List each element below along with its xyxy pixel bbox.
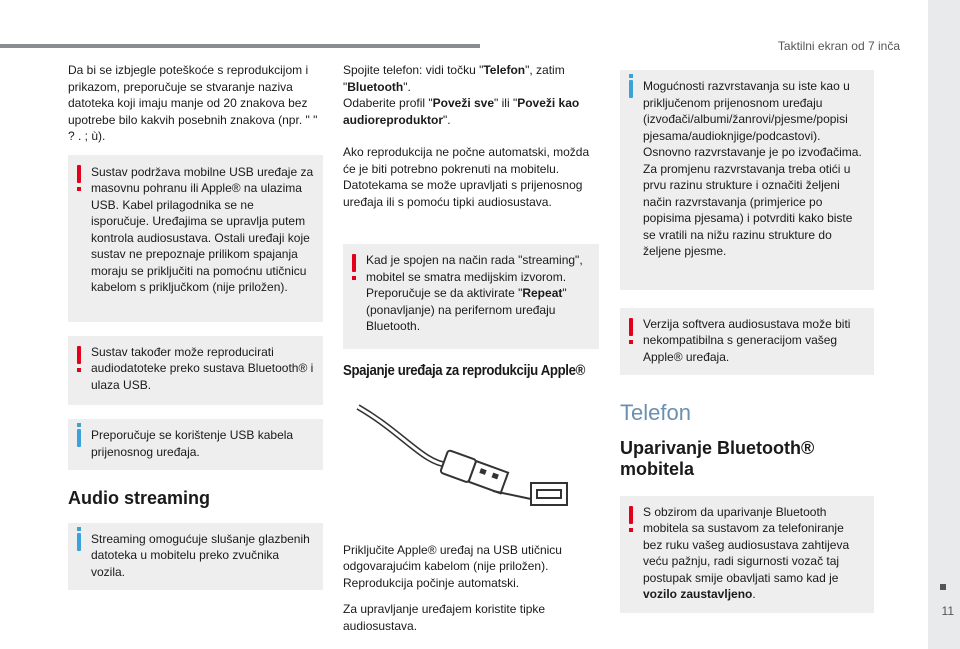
text-run: . <box>752 587 756 601</box>
header-rule <box>0 44 480 48</box>
text-run: ". <box>443 112 451 127</box>
warning-box-software <box>620 308 874 376</box>
warning-icon <box>77 165 81 183</box>
warning-icon <box>629 506 633 524</box>
section-heading-pairing: Uparivanje Bluetooth® mobitela <box>620 437 815 479</box>
control-paragraph: Za upravljanje uređajem koristite tipke audiosustava. <box>343 602 546 633</box>
info-text: Preporučuje se korištenje USB kabela prijenosnog uređaja. <box>91 428 294 459</box>
info-text: Streaming omogućuje slušanje glazbenih datoteka u mobitelu preko zvučnika vozila. <box>91 531 310 579</box>
column-3 <box>620 70 874 627</box>
side-strip <box>928 0 960 649</box>
bold-run: Poveži sve <box>432 96 495 110</box>
warning-box-pairing <box>620 496 874 613</box>
warning-text: Verzija softvera audiosustava može biti nekompatibilna s generacijom vašeg Apple® uređaja. <box>643 316 851 364</box>
text-run: " (ponavljanje) na perifernom uređaju Bluetooth. <box>366 286 567 333</box>
section-heading-apple: Spajanje uređaja za reprodukciju Apple® <box>343 361 585 379</box>
text-run: S obzirom da uparivanje Bluetooth mobitela sa sustavom za telefoniranje bez ruku vašeg audiosustava zahtijeva veću pažnju, radi sigurnosti vozač taj postupak smije obavljati samo kad je <box>643 504 850 585</box>
warning-icon <box>629 318 633 336</box>
warning-box-usb <box>68 155 323 322</box>
warning-box-streaming <box>343 244 599 349</box>
connect-phone-paragraph <box>343 62 599 128</box>
info-box-cable <box>68 419 323 470</box>
page-number: 11 <box>941 604 954 618</box>
info-box-sorting <box>620 70 874 290</box>
info-box-streaming <box>68 523 323 591</box>
info-icon <box>77 533 81 551</box>
usb-cable-illustration <box>343 393 583 523</box>
warning-icon <box>77 346 81 364</box>
warning-text: Sustav podržava mobilne USB uređaje za masovnu pohranu ili Apple® na ulazima USB. Kabel prilagodnika se ne isporučuje. Uređajima se upravlja putem kontrola audiosustava. Ostali uređaji koje sustav ne prepoznaje prilikom spajanja moraju se priključiti na pomoćnu utičnicu kabelom s priključkom (nije priložen). <box>91 164 314 294</box>
column-1 <box>68 62 323 604</box>
text-run: ", zatim " <box>343 63 565 94</box>
bold-run: Bluetooth <box>347 79 404 94</box>
page-marker <box>940 584 946 590</box>
bold-run: Repeat <box>522 286 563 300</box>
text-run: Kad je spojen na način rada "streaming", mobitel se smatra medijskim izvorom. Preporučuje se da aktivirate " <box>366 253 583 300</box>
warning-icon <box>352 254 356 272</box>
bold-run: vozilo zaustavljeno <box>643 587 753 601</box>
page-header-title: Taktilni ekran od 7 inča <box>777 39 900 53</box>
plug-in-paragraph: Priključite Apple® uređaj na USB utičnicu odgovarajućim kabelom (nije priložen). Reprodukcija počinje automatski. <box>343 542 562 590</box>
info-icon <box>629 80 633 98</box>
info-icon <box>77 429 81 447</box>
bold-run: Telefon <box>483 63 526 77</box>
intro-paragraph: Da bi se izbjegle poteškoće s reprodukcijom i prikazom, preporučuje se stvaranje naziva datoteka koji imaju manje od 20 znakova bez upotrebe bilo kakvih posebnih znakova (npr. " " ? . ; ù). <box>68 63 318 143</box>
section-heading-audio-streaming: Audio streaming <box>68 488 211 508</box>
text-run: Spojite telefon: vidi točku " <box>343 63 484 77</box>
text-run: Odaberite profil " <box>343 96 433 110</box>
warning-text: Sustav također može reproducirati audiodatoteke preko sustava Bluetooth® i ulaza USB. <box>91 344 314 392</box>
info-text: Mogućnosti razvrstavanja su iste kao u priključenom prijenosnom uređaju (izvođači/albumi/žanrovi/pjesme/popisi pjesama/audioknjige/podcastovi). Osnovno razvrstavanje je po izvođačima. Za promjenu razvrstavanja treba otići u prvu razinu strukture i označiti željeni način razvrstavanja (primjerice po popisima pjesama) i potvrditi kako biste se vratili na nižu razinu strukture do željene pjesme. <box>643 79 862 258</box>
autoplay-paragraph: Ako reprodukcija ne počne automatski, možda će je biti potrebno pokrenuti na mobitelu. Datotekama se može upravljati s prijenosnog uređaja ili s pomoću tipki audiosustava. <box>343 145 590 209</box>
bold-run: Poveži kao audioreproduktor <box>343 96 580 127</box>
text-run: " ili " <box>494 96 518 110</box>
warning-box-bluetooth <box>68 336 323 406</box>
column-2 <box>343 62 599 644</box>
section-title-telefon: Telefon <box>620 400 691 425</box>
text-run: ". <box>403 79 411 94</box>
